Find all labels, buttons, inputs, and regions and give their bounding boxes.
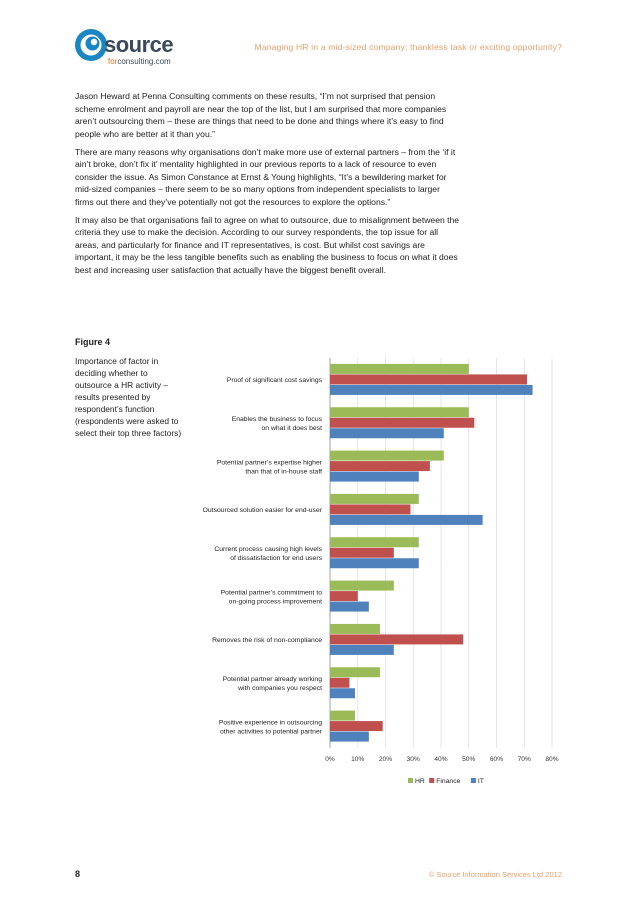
legend-label-it: IT (477, 778, 484, 785)
copyright-notice: © Source Information Services Ltd 2012 (428, 870, 562, 879)
bar-hr (330, 537, 419, 547)
bar-finance (330, 721, 383, 731)
category-label: other activities to potential partner (219, 728, 322, 736)
category-label: Potential partner’s commitment to (220, 589, 322, 597)
bar-hr (330, 364, 469, 374)
bar-finance (330, 418, 474, 428)
paragraph: Jason Heward at Penna Consulting comments on these results, “I’m not surprised that pension scheme enrolment and payroll are near the top of the list, but I am surprised that more companies aren’t outsourcing them – these are things that need to be done and things where it’s easy to find people who are better at it than you.” (75, 91, 447, 139)
report-title: Managing HR in a mid-sized company: thankless task or exciting opportunity? (254, 42, 562, 52)
x-tick-label: 60% (489, 756, 504, 763)
figure-caption: Importance of factor in deciding whether to outsource a HR activity – results presented by respondent’s function (respondents were asked to select their top three factors) (75, 356, 182, 438)
legend-swatch-it (471, 778, 476, 783)
bar-finance (330, 374, 527, 384)
bar-hr (330, 451, 444, 461)
logo-tagline (108, 57, 171, 66)
logo-tagline-highlight: for (108, 57, 118, 66)
paragraph: There are many reasons why organisations don’t make more use of external partners – from the ‘if it ain’t broke, don’t fix it’ mentality highlighted in our previous reports to a lack of resource to even consider the issue. As Simon Constance at Ernst & Young highlights, “It’s a bewildering market for mid-sized companies – there seem to be so many options from independent specialists to larger firms out there and they’ve potentially not got the resources to explore the options.” (75, 146, 456, 207)
category-label: on-going process improvement (228, 598, 322, 606)
legend-swatch-hr (408, 778, 413, 783)
x-tick-label: 10% (351, 756, 365, 763)
logo-tagline-rest: consulting.com (117, 57, 171, 66)
bar-finance (330, 504, 410, 514)
bar-it (330, 515, 483, 525)
category-label: of dissatisfaction for end users (230, 555, 322, 562)
legend-swatch-finance (429, 778, 434, 783)
category-label: Removes the risk of non-compliance (212, 637, 322, 645)
source-logo (74, 28, 194, 72)
swirl-logo-icon (74, 28, 108, 62)
bar-hr (330, 711, 355, 721)
x-tick-label: 70% (517, 756, 531, 763)
bar-it (330, 428, 444, 438)
bar-finance (330, 634, 463, 644)
bar-hr (330, 407, 469, 417)
bar-hr (330, 667, 380, 677)
bar-chart (170, 352, 570, 802)
bar-it (330, 688, 355, 698)
logo-wordmark: source (104, 32, 174, 57)
bar-it (330, 558, 419, 568)
bar-finance (330, 591, 358, 601)
x-tick-label: 0% (325, 756, 335, 763)
category-label: with companies you respect (238, 685, 322, 692)
bar-finance (330, 548, 394, 558)
page-header (0, 0, 638, 80)
bar-hr (330, 494, 419, 504)
category-label: Enables the business to focus (231, 416, 322, 423)
page-number: 8 (75, 869, 81, 879)
bar-it (330, 602, 369, 612)
category-label: than that of in-house staff (245, 468, 322, 476)
x-tick-label: 50% (462, 756, 476, 763)
paragraph: It may also be that organisations fail to agree on what to outsource, due to misalignment between the criteria they use to make the decision. According to our survey respondents, the top issue for all areas, and particularly for finance and IT representatives, is cost. But whilst cost savings are important, it may be the less tangible benefits such as enabling the business to focus on what it does best and increasing user satisfaction that actually have the biggest benefit overall. (75, 214, 460, 275)
category-label: Outsourced solution easier for end-user (202, 507, 322, 515)
body-text (75, 90, 460, 282)
bar-hr (330, 581, 394, 591)
bar-it (330, 472, 419, 482)
category-label: Proof of significant cost savings (226, 377, 322, 385)
bar-finance (330, 461, 430, 471)
x-tick-label: 80% (545, 756, 559, 763)
category-label: Positive experience in outsourcing (218, 719, 322, 727)
figure-title: Figure 4 (75, 337, 111, 347)
bar-it (330, 385, 533, 395)
bar-it (330, 732, 369, 742)
category-label: on what it does best (261, 425, 322, 432)
x-tick-label: 30% (406, 756, 420, 763)
x-tick-label: 20% (378, 756, 393, 763)
bar-finance (330, 678, 349, 688)
category-label: Potential partner already working (222, 676, 322, 683)
x-tick-label: 40% (434, 756, 448, 763)
bar-it (330, 645, 394, 655)
bar-hr (330, 624, 380, 634)
legend-label-finance: Finance (436, 778, 461, 785)
legend-label-hr: HR (415, 778, 425, 785)
category-label: Potential partner’s expertise higher (216, 459, 322, 467)
category-label: Current process causing high levels (214, 546, 322, 553)
